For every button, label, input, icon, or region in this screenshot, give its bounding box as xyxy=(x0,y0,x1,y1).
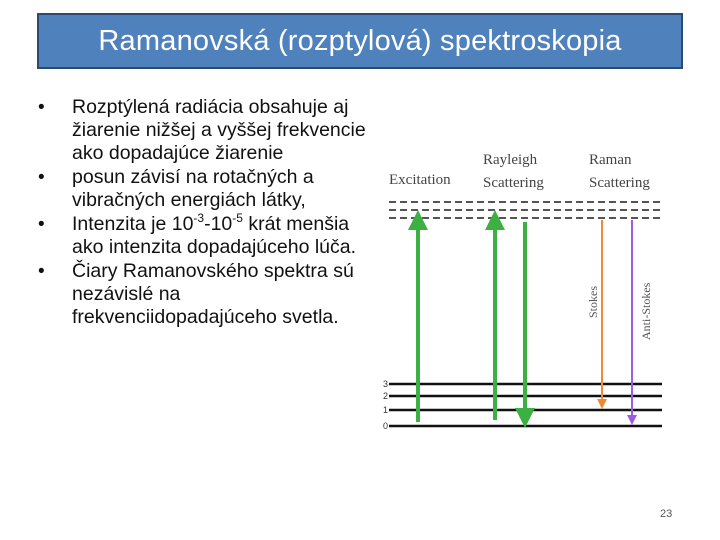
bullet-text: Rozptýlená radiácia obsahuje aj žiarenie nižšej a vyššej frekvencie ako dopadajúce žiarenie xyxy=(72,96,366,164)
bullet-dot-icon: • xyxy=(38,167,45,188)
raman-scattering-label: Scattering xyxy=(589,175,650,191)
bullet-text-part: krát menšia ako intenzita dopadajúceho lúča. xyxy=(72,213,357,258)
bullet-dot-icon: • xyxy=(38,97,45,118)
level-number: 2 xyxy=(383,391,389,401)
bullet-text-part: Intenzita je 10 xyxy=(72,213,194,235)
superscript-exponent: -3 xyxy=(193,210,205,225)
level-number: 0 xyxy=(383,421,389,431)
bullet-dot-icon: • xyxy=(38,261,45,282)
level-number: 3 xyxy=(383,379,389,389)
stokes-label: Stokes xyxy=(586,285,600,318)
bullet-item xyxy=(30,166,375,212)
bullet-item xyxy=(30,260,375,329)
rayleigh-label: Rayleigh xyxy=(483,152,538,168)
raman-label: Raman xyxy=(589,152,632,168)
level-number: 1 xyxy=(383,405,389,415)
bullet-text: posun závisí na rotačných a vibračných energiách látky, xyxy=(72,166,314,211)
bullet-item xyxy=(30,96,375,165)
slide-title: Ramanovská (rozptylová) spektroskopia xyxy=(37,13,683,69)
page-number: 23 xyxy=(660,508,673,520)
anti-stokes-label: Anti-Stokes xyxy=(639,282,653,340)
bullet-text-part: -10 xyxy=(204,213,233,235)
rayleigh-scattering-label: Scattering xyxy=(483,175,544,191)
superscript-exponent: -5 xyxy=(232,210,243,225)
bullet-text: Čiary Ramanovského spektra sú nezávislé na frekvenciidopadajúceho svetla. xyxy=(72,260,354,328)
bullet-list xyxy=(30,96,375,330)
raman-energy-diagram xyxy=(372,140,672,440)
bullet-item xyxy=(30,210,375,259)
bullet-dot-icon: • xyxy=(38,214,45,235)
excitation-label: Excitation xyxy=(389,172,451,188)
